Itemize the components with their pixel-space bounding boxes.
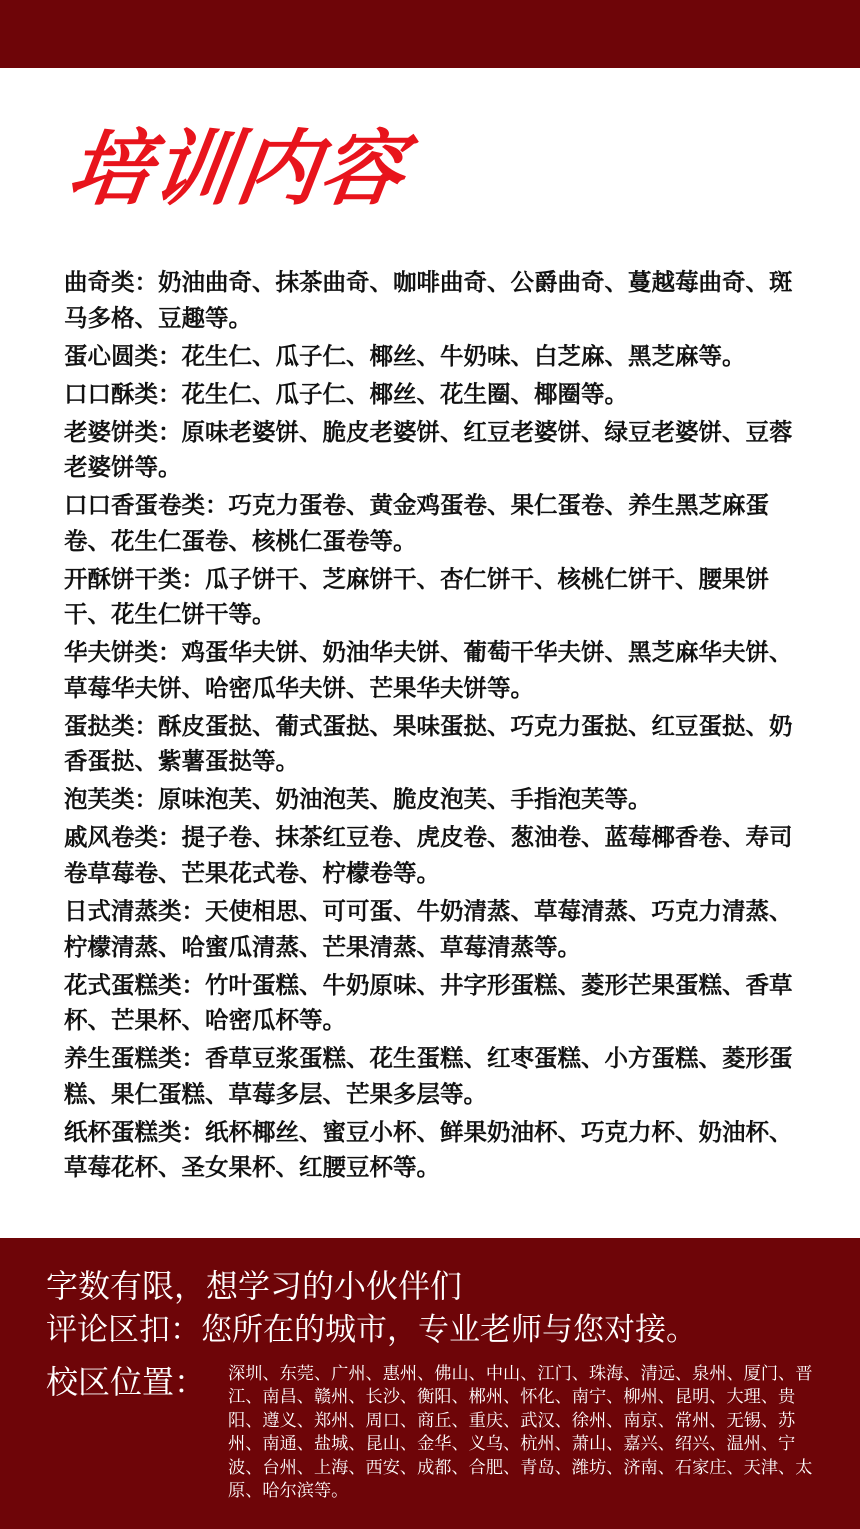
course-item-waffles: 华夫饼类：鸡蛋华夫饼、奶油华夫饼、葡萄干华夫饼、黑芝麻华夫饼、草莓华夫饼、哈密瓜华夫饼、芒果华夫饼等。 (64, 638, 793, 702)
course-item-wife-cake: 老婆饼类：原味老婆饼、脆皮老婆饼、红豆老婆饼、绿豆老婆饼、豆蓉老婆饼等。 (64, 417, 793, 482)
course-item-steamed-cakes: 日式清蒸类：天使相思、可可蛋、牛奶清蒸、草莓清蒸、巧克力清蒸、柠檬清蒸、哈蜜瓜清蒸、芒果清蒸、草莓清蒸等。 (64, 897, 793, 961)
course-item-egg-balls: 蛋心圆类：花生仁、瓜子仁、椰丝、牛奶味、白芝麻、黑芝麻等。 (64, 341, 746, 370)
course-item-fancy-cakes: 花式蛋糕类：竹叶蛋糕、牛奶原味、井字形蛋糕、菱形芒果蛋糕、香草杯、芒果杯、哈密瓜杯等。 (64, 970, 793, 1035)
top-banner (0, 0, 860, 68)
course-item-egg-tarts: 蛋挞类：酥皮蛋挞、葡式蛋挞、果味蛋挞、巧克力蛋挞、红豆蛋挞、奶香蛋挞、紫薯蛋挞等。 (64, 711, 793, 776)
footer-banner (0, 1238, 860, 1529)
campus-list: 深圳、东莞、广州、惠州、佛山、中山、江门、珠海、清远、泉州、厦门、晋江、南昌、赣州、长沙、衡阳、郴州、怀化、南宁、柳州、昆明、大理、贵阳、遵义、郑州、周口、商丘、重庆、武汉、徐州、南京、常州、无锡、苏州、南通、盐城、昆山、金华、义乌、杭州、萧山、嘉兴、绍兴、温州、宁波、台州、上海、西安、成都、合肥、青岛、潍坊、济南、石家庄、天津、太原、哈尔滨等。 (228, 1364, 813, 1502)
page-title: 培训内容 (62, 122, 412, 217)
course-item-cupcakes: 纸杯蛋糕类：纸杯椰丝、蜜豆小杯、鲜果奶油杯、巧克力杯、奶油杯、草莓花杯、圣女果杯、红腰豆杯等。 (64, 1117, 793, 1182)
course-item-crisps: 口口酥类：花生仁、瓜子仁、椰丝、花生圈、椰圈等。 (64, 379, 628, 408)
course-list (64, 265, 794, 1188)
footer-contact-text: 评论区扣：您所在的城市，专业老师与您对接。 (46, 1312, 697, 1348)
course-item-health-cakes: 养生蛋糕类：香草豆浆蛋糕、花生蛋糕、红枣蛋糕、小方蛋糕、菱形蛋糕、果仁蛋糕、草莓多层、芒果多层等。 (64, 1044, 793, 1108)
course-item-puff-biscuits: 开酥饼干类：瓜子饼干、芝麻饼干、杏仁饼干、核桃仁饼干、腰果饼干、花生仁饼干等。 (64, 564, 769, 629)
content-area (0, 68, 860, 1238)
course-item-egg-rolls: 口口香蛋卷类：巧克力蛋卷、黄金鸡蛋卷、果仁蛋卷、养生黑芝麻蛋卷、花生仁蛋卷、核桃仁蛋卷等。 (64, 491, 769, 555)
course-item-puffs: 泡芙类：原味泡芙、奶油泡芙、脆皮泡芙、手指泡芙等。 (64, 785, 652, 814)
campus-label: 校区位置： (46, 1363, 207, 1401)
footer-intro-text: 字数有限，想学习的小伙伴们 (46, 1267, 463, 1305)
course-item-chiffon-rolls: 戚风卷类：提子卷、抹茶红豆卷、虎皮卷、葱油卷、蓝莓椰香卷、寿司卷草莓卷、芒果花式卷、柠檬卷等。 (64, 823, 793, 888)
course-item-cookies: 曲奇类：奶油曲奇、抹茶曲奇、咖啡曲奇、公爵曲奇、蔓越莓曲奇、斑马多格、豆趣等。 (64, 268, 793, 332)
